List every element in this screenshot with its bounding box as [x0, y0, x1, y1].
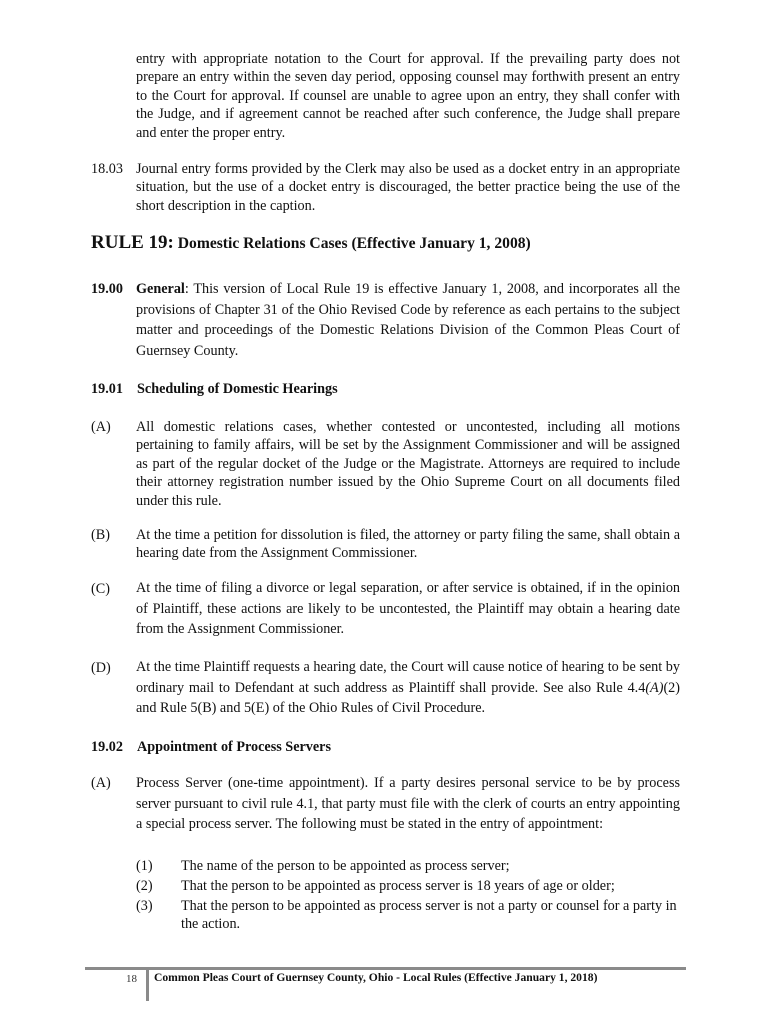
item-label-19-01-d: (D) [91, 660, 111, 676]
section-number-19-02: 19.02 [91, 739, 123, 755]
rule-19-heading [91, 232, 531, 254]
item-text-19-01-a: All domestic relations cases, whether contested or uncontested, including all motions pertaining to family affairs, will be set by the Assignment Commissioner and will be assigned as part of the regular docket of the Judge or the Magistrate. Attorneys are required to include their attorney registration number issued by the Ohio Supreme Court on all documents filed under this rule. [136, 419, 680, 509]
item-label-19-02-a: (A) [91, 775, 111, 791]
section-19-02-heading [91, 739, 331, 756]
item-text-19-01-c: At the time of filing a divorce or legal separation, or after service is obtained, if in the opinion of Plaintiff, these actions are likely to be uncontested, the Plaintiff may obtain a hearing date from the Assignment Commissioner. [136, 580, 680, 638]
item-label-19-01-b: (B) [91, 527, 110, 543]
item-text-19-01-b: At the time a petition for dissolution is filed, the attorney or party filing the same, shall obtain a hearing date from the Assignment Commissioner. [136, 527, 680, 562]
footer-page-number: 18 [126, 973, 137, 985]
section-19-00-text [136, 279, 680, 361]
subitem-1-text: The name of the person to be appointed as process server; [181, 858, 510, 874]
subitem-3-text: That the person to be appointed as process server is not a party or counsel for a party in the action. [181, 898, 677, 933]
item-text-19-01-d-b: (A) [645, 679, 664, 696]
footer-divider [146, 967, 149, 1001]
item-text-19-02-a: Process Server (one-time appointment). If a party desires personal service to be by process server pursuant to civil rule 4.1, that party must file with the clerk of courts an entry appointing a special process server. The following must be stated in the entry of appointment: [136, 775, 680, 833]
rule-19-title: Domestic Relations Cases (Effective January 1, 2008) [173, 235, 531, 252]
subitem-1-label: (1) [136, 858, 153, 874]
subitem-2-label: (2) [136, 878, 153, 894]
item-text-19-01-d-a: At the time Plaintiff requests a hearing date, the Court will cause notice of hearing to be sent by ordinary mail to Defendant at such address as Plaintiff shall provide. See also Rule 4.4 [136, 659, 680, 696]
subitem-2-text: That the person to be appointed as process server is 18 years of age or older; [181, 878, 615, 894]
general-label: General [136, 281, 185, 297]
item-text-19-01-d [136, 657, 680, 719]
subitem-3-label: (3) [136, 898, 153, 914]
section-19-01-title: Scheduling of Domestic Hearings [137, 381, 338, 397]
general-text: : This version of Local Rule 19 is effective January 1, 2008, and incorporates all the provisions of Chapter 31 of the Ohio Revised Code by reference as each pertains to the subject matter and proceedings of the Domestic Relations Division of the Common Pleas Court of Guernsey County. [136, 281, 680, 359]
rule-19-prefix: RULE 19: [91, 232, 174, 253]
section-18-03-text: Journal entry forms provided by the Clerk may also be used as a docket entry in an appropriate situation, but the use of a docket entry is discouraged, the better practice being the use of the short description in the caption. [136, 161, 680, 214]
section-number-18-03: 18.03 [91, 161, 123, 177]
continuation-paragraph: entry with appropriate notation to the Court for approval. If the prevailing party does not prepare an entry within the seven day period, opposing counsel may forthwith present an entry to the Court for approval. If counsel are unable to agree upon an entry, they shall confer with the Judge, and if agreement cannot be reached after such conference, the Judge shall prepare and enter the proper entry. [136, 51, 680, 141]
section-19-02-title: Appointment of Process Servers [137, 739, 331, 755]
section-number-19-00: 19.00 [91, 281, 123, 297]
item-label-19-01-c: (C) [91, 581, 110, 597]
section-19-01-heading [91, 381, 338, 398]
item-label-19-01-a: (A) [91, 419, 111, 435]
item-text-19-01-d-c: (2) and Rule 5(B) and 5(E) of the Ohio Rules of Civil Procedure. [136, 679, 680, 717]
footer-title: Common Pleas Court of Guernsey County, Ohio - Local Rules (Effective January 1, 2018) [154, 971, 598, 984]
footer-rule [85, 967, 686, 970]
section-number-19-01: 19.01 [91, 381, 123, 397]
